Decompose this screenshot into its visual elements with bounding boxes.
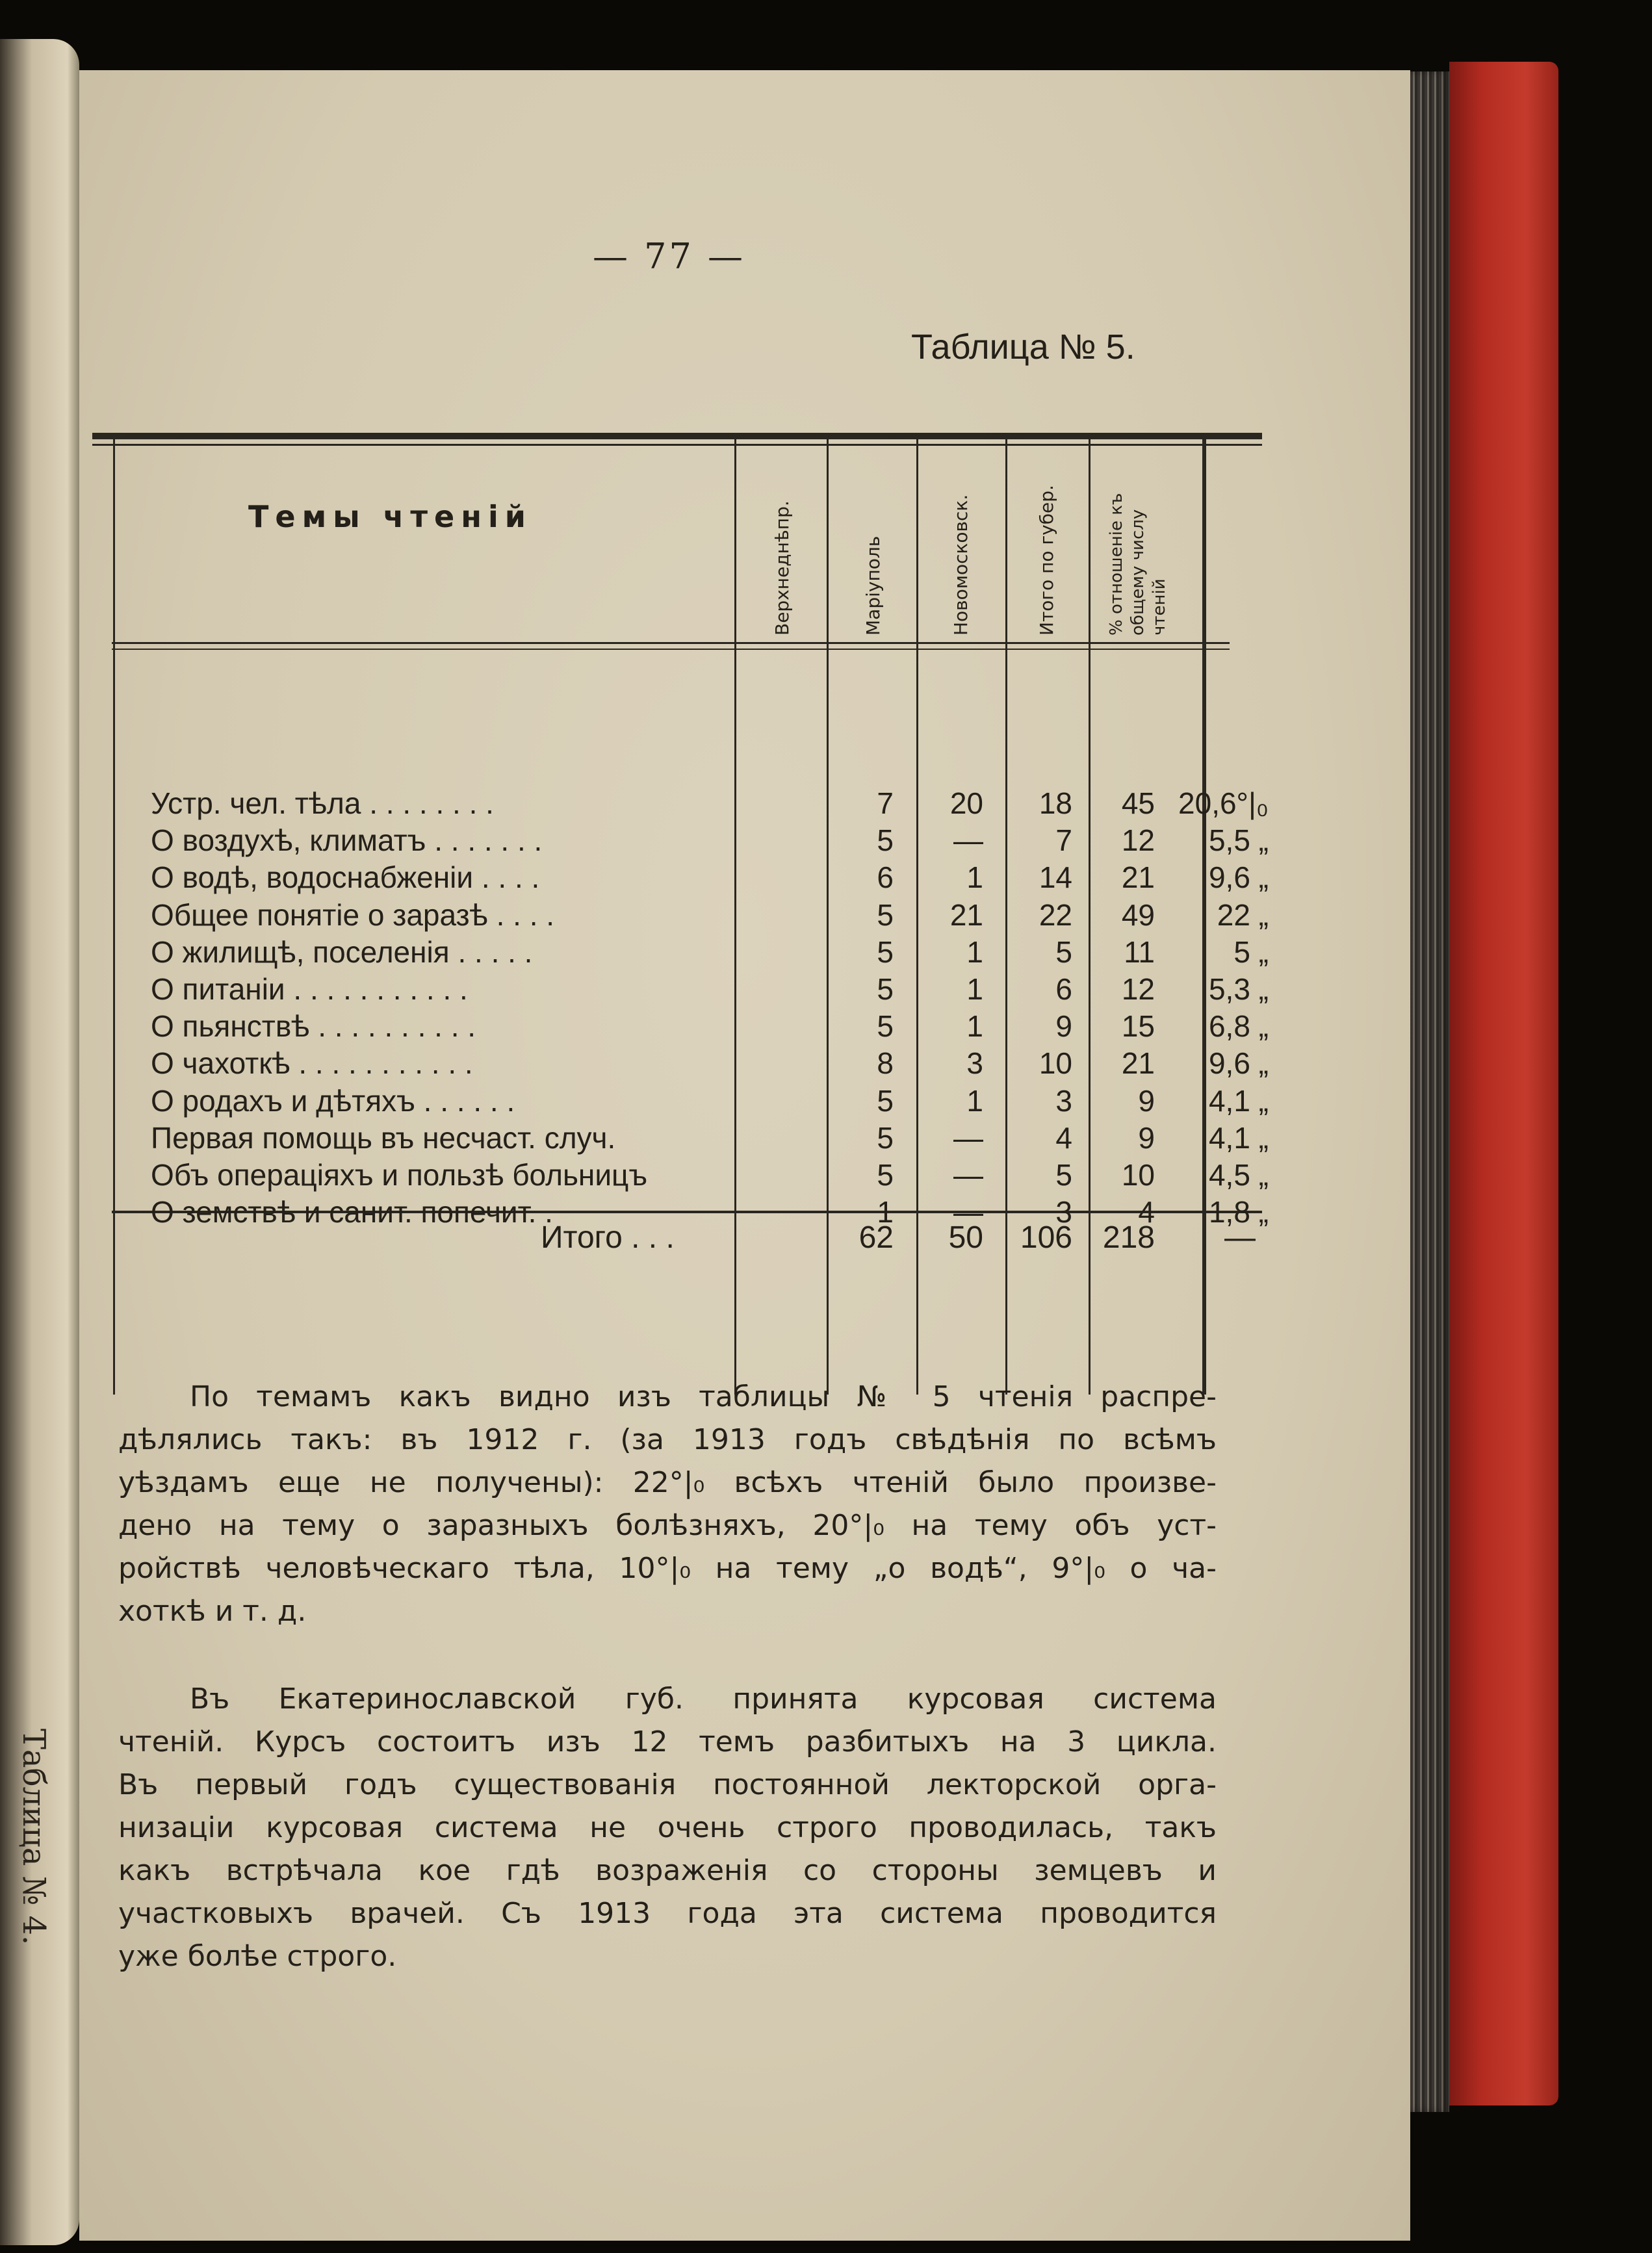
book-cover-edge xyxy=(1449,62,1558,2105)
table-row xyxy=(151,1008,1282,1045)
table-total-row xyxy=(151,1219,1282,1256)
cell-mariupol: 1 xyxy=(966,934,983,969)
cell-total: 21 xyxy=(1121,1046,1155,1081)
cell-verkhnedneprovsk: 5 xyxy=(877,823,894,858)
col-header-novomoskovsk: Новомосковск. xyxy=(950,494,972,636)
table-row xyxy=(151,971,1282,1008)
paragraph-line: дѣлялись такъ: въ 1912 г. (за 1913 годъ свѣдѣнія по всѣмъ xyxy=(118,1423,1217,1456)
paragraph-line: участковыхъ врачей. Съ 1913 года эта система проводится xyxy=(118,1897,1217,1930)
cell-percent: 20,6°|₀ xyxy=(1178,786,1269,820)
paragraph-line: Въ первый годъ существованія постоянной лекторской орга- xyxy=(118,1768,1217,1801)
cell-novomoskovsk: 9 xyxy=(1055,1009,1072,1044)
cell-verkhnedneprovsk: 7 xyxy=(877,786,894,820)
cell-verkhnedneprovsk: 5 xyxy=(877,897,894,932)
table-top-rule-thin xyxy=(92,444,1262,446)
table-row xyxy=(151,859,1282,896)
cell-mariupol: 1 xyxy=(966,972,983,1006)
cell-percent: 1,8 „ xyxy=(1208,1195,1269,1229)
cell-verkhnedneprovsk: 5 xyxy=(877,1083,894,1118)
table-row xyxy=(151,1045,1282,1082)
cell-novomoskovsk: 5 xyxy=(1055,934,1072,969)
cell-percent: 9,6 „ xyxy=(1208,860,1269,895)
cell-mariupol: — xyxy=(953,1195,983,1229)
cell-mariupol: — xyxy=(953,823,983,858)
cell-total: 15 xyxy=(1121,1009,1155,1044)
row-topic: О воздухѣ, климатъ . . . . . . . xyxy=(151,823,543,858)
cell-novomoskovsk: 22 xyxy=(1039,897,1072,932)
cell-mariupol: 1 xyxy=(966,1083,983,1118)
cell-percent: 6,8 „ xyxy=(1208,1009,1269,1044)
cell-verkhnedneprovsk: 5 xyxy=(877,1009,894,1044)
header-separator-rule xyxy=(112,642,1230,644)
cell-novomoskovsk: 6 xyxy=(1055,972,1072,1006)
paragraph-line: Въ Екатеринославской губ. принята курсовая система xyxy=(190,1682,1217,1716)
cell-verkhnedneprovsk: 1 xyxy=(877,1195,894,1229)
cell-percent: 4,1 „ xyxy=(1208,1120,1269,1155)
col-header-verkhnedneprovsk: Верхнеднѣпр. xyxy=(771,500,793,636)
row-topic: Общее понятіе о заразѣ . . . . xyxy=(151,897,555,932)
total-label: Итого . . . xyxy=(541,1220,675,1255)
cell-percent: 22 „ xyxy=(1217,897,1269,932)
total-cell-1: 62 xyxy=(858,1220,894,1255)
row-topic: О пьянствѣ . . . . . . . . . . xyxy=(151,1009,476,1044)
row-topic: Объ операціяхъ и пользѣ больницъ xyxy=(151,1158,648,1192)
total-cell-3: 106 xyxy=(1020,1220,1072,1255)
paragraph-line: низаціи курсовая система не очень строго проводилась, такъ xyxy=(118,1811,1217,1844)
cell-total: 21 xyxy=(1121,860,1155,895)
cell-percent: 5,5 „ xyxy=(1208,823,1269,858)
cell-novomoskovsk: 4 xyxy=(1055,1120,1072,1155)
paragraph-line: дено на тему о заразныхъ болѣзняхъ, 20°|₀ на тему объ уст- xyxy=(118,1509,1217,1542)
row-topic: Устр. чел. тѣла . . . . . . . . xyxy=(151,786,494,820)
table-row xyxy=(151,1120,1282,1157)
col-header-total-guberniya: Итого по губер. xyxy=(1036,485,1057,636)
cell-total: 45 xyxy=(1121,786,1155,820)
table-row xyxy=(151,1083,1282,1120)
row-topic: Первая помощь въ несчаст. случ. xyxy=(151,1120,616,1155)
cell-percent: 5,3 „ xyxy=(1208,972,1269,1006)
paragraph-line: чтеній. Курсъ состоитъ изъ 12 темъ разбитыхъ на 3 цикла. xyxy=(118,1725,1217,1758)
topic-column-header: Темы чтеній xyxy=(248,499,533,534)
cell-mariupol: 20 xyxy=(949,786,983,820)
row-topic: О жилищѣ, поселенія . . . . . xyxy=(151,934,533,969)
cell-total: 12 xyxy=(1121,972,1155,1006)
cell-total: 9 xyxy=(1138,1120,1155,1155)
cell-mariupol: — xyxy=(953,1158,983,1192)
table-row xyxy=(151,822,1282,859)
table-title: Таблица № 5. xyxy=(911,328,1135,367)
cell-novomoskovsk: 3 xyxy=(1055,1083,1072,1118)
table-row xyxy=(151,785,1282,822)
row-topic: О питаніи . . . . . . . . . . . xyxy=(151,972,468,1006)
paragraph-line: уже болѣе строго. xyxy=(118,1940,397,1973)
paragraph-line: хоткѣ и т. д. xyxy=(118,1595,307,1628)
col-header-mariupol: Маріуполь xyxy=(862,535,884,636)
cell-mariupol: 21 xyxy=(949,897,983,932)
cell-mariupol: 1 xyxy=(966,1009,983,1044)
paragraph-line: уѣздамъ еще не получены): 22°|₀ всѣхъ чтеній было произве- xyxy=(118,1466,1217,1499)
row-topic: О родахъ и дѣтяхъ . . . . . . xyxy=(151,1083,515,1118)
cell-percent: 9,6 „ xyxy=(1208,1046,1269,1081)
cell-total: 11 xyxy=(1124,934,1155,969)
cell-novomoskovsk: 7 xyxy=(1055,823,1072,858)
total-cell-2: 50 xyxy=(948,1220,983,1255)
cell-verkhnedneprovsk: 8 xyxy=(877,1046,894,1081)
cell-mariupol: 1 xyxy=(966,860,983,895)
cell-verkhnedneprovsk: 5 xyxy=(877,934,894,969)
table-row xyxy=(151,897,1282,934)
cell-total: 49 xyxy=(1121,897,1155,932)
cell-total: 12 xyxy=(1121,823,1155,858)
table-left-rule xyxy=(113,439,115,1395)
left-page-edge xyxy=(0,39,79,2245)
col-header-percent: % отношеніе къ общему числу чтеній xyxy=(1107,493,1169,636)
cell-percent: 4,1 „ xyxy=(1208,1083,1269,1118)
cell-mariupol: — xyxy=(953,1120,983,1155)
total-cell-5: — xyxy=(1224,1220,1256,1255)
cell-novomoskovsk: 18 xyxy=(1039,786,1072,820)
row-topic: О земствѣ и санит. попечит. . xyxy=(151,1195,553,1229)
cell-novomoskovsk: 5 xyxy=(1055,1158,1072,1192)
cell-total: 10 xyxy=(1121,1158,1155,1192)
row-topic: О водѣ, водоснабженіи . . . . xyxy=(151,860,540,895)
cell-verkhnedneprovsk: 5 xyxy=(877,1120,894,1155)
cell-novomoskovsk: 10 xyxy=(1039,1046,1072,1081)
header-separator-rule-thin xyxy=(112,649,1230,650)
paragraph-line: ройствѣ человѣческаго тѣла, 10°|₀ на тему „о водѣ“, 9°|₀ о ча- xyxy=(118,1552,1217,1585)
cell-verkhnedneprovsk: 5 xyxy=(877,972,894,1006)
cell-percent: 4,5 „ xyxy=(1208,1158,1269,1192)
table-top-rule xyxy=(92,433,1262,439)
cell-total: 4 xyxy=(1138,1195,1155,1229)
left-page-caption: Таблица № 4. xyxy=(16,1729,52,1946)
cell-total: 9 xyxy=(1138,1083,1155,1118)
paragraph-line: какъ встрѣчала кое гдѣ возраженія со стороны земцевъ и xyxy=(118,1854,1217,1887)
cell-verkhnedneprovsk: 6 xyxy=(877,860,894,895)
total-cell-4: 218 xyxy=(1102,1220,1155,1255)
table-row xyxy=(151,1157,1282,1194)
book-page xyxy=(79,70,1410,2241)
page-stack-edge xyxy=(1410,71,1449,2112)
cell-percent: 5 „ xyxy=(1233,934,1269,969)
page-number: — 77 — xyxy=(593,236,746,277)
paragraph-line: По темамъ какъ видно изъ таблицы № 5 чтенія распре- xyxy=(190,1380,1217,1413)
cell-novomoskovsk: 14 xyxy=(1039,860,1072,895)
cell-novomoskovsk: 3 xyxy=(1055,1195,1072,1229)
table-row xyxy=(151,934,1282,971)
cell-mariupol: 3 xyxy=(966,1046,983,1081)
cell-verkhnedneprovsk: 5 xyxy=(877,1158,894,1192)
row-topic: О чахоткѣ . . . . . . . . . . . xyxy=(151,1046,473,1081)
